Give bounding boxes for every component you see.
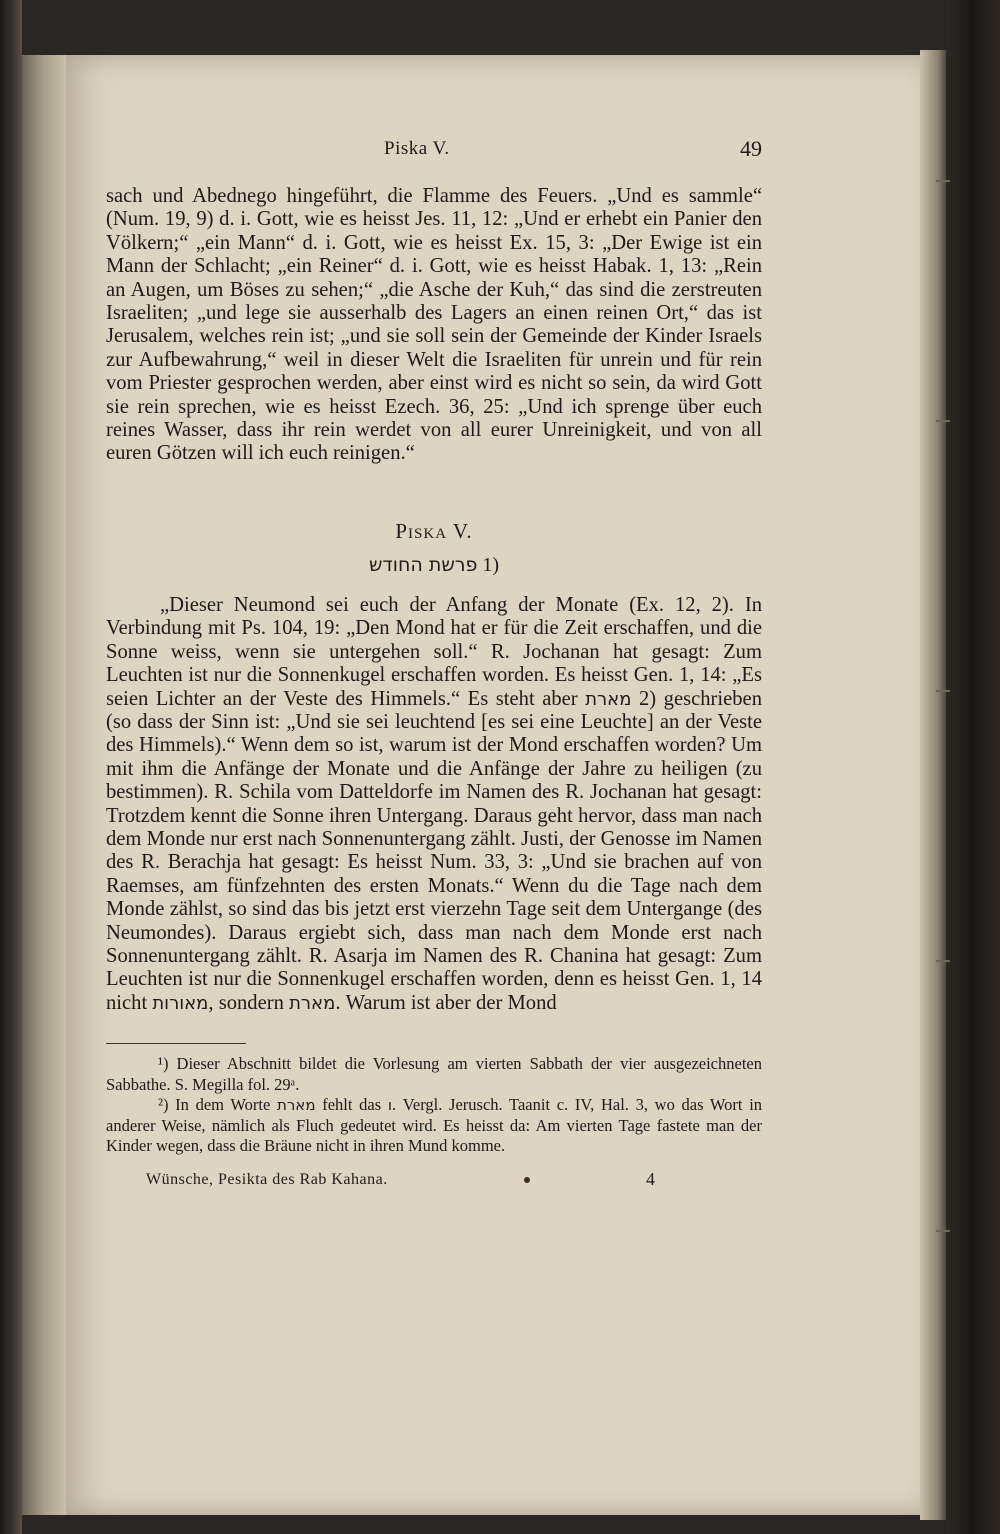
footnote-ref: 2) xyxy=(638,687,657,710)
page-gutter xyxy=(22,55,70,1515)
paragraph-main-part3: , sondern xyxy=(208,991,284,1014)
hebrew-title xyxy=(106,554,762,580)
footnote-rule xyxy=(106,1043,246,1044)
section-title: Piska V. xyxy=(395,518,473,543)
book-binding xyxy=(946,0,1000,1534)
hebrew-title-footnote-ref: 1) xyxy=(482,553,500,576)
footnote-2-part-b: fehlt das xyxy=(322,1095,382,1115)
sheet-number: 4 xyxy=(646,1168,655,1189)
running-head-title: Piska V. xyxy=(384,138,450,159)
hebrew-letter: ו xyxy=(387,1096,392,1115)
signature-line xyxy=(106,1167,762,1197)
paragraph-main-part4: . Warum ist aber der Mond xyxy=(335,991,557,1014)
binding-mark xyxy=(936,180,950,182)
signature-text: Wünsche, Pesikta des Rab Kahana. xyxy=(146,1170,388,1188)
scan-left-edge xyxy=(0,0,22,1534)
page-right-edge xyxy=(920,50,946,1520)
binding-mark xyxy=(936,690,950,692)
paragraph-main xyxy=(106,594,762,1015)
paragraph-continued: sach und Abednego hingeführt, die Flamme des Feuers. „Und es sammle“ (Num. 19, 9) d. i. Gott, wie es heisst Jes. 11, 12: „Und er erhebt ein Panier den Völkern;“ „ein Mann“ d. i. Gott, wie es heisst Ex. 15, 3: „Der Ewige ist ein Mann der Schlacht; „ein Reiner“ d. i. Gott, wie es heisst Habak. 1, 13: „Rein an Augen, um Böses zu sehen;“ „die Asche der Kuh,“ das sind die zerstreuten Israeliten; „und lege sie ausserhalb des Lagers an einen reinen Ort,“ das ist Jerusalem, welches rein ist; „und sie soll sein der Gemeinde der Kinder Israels zur Aufbewahrung,“ weil in dieser Welt die Israeliten für unrein und für rein vom Priester gesprochen werden, aber einst wird es nicht so sein, da wird Gott sie rein sprechen, wie es heisst Ezech. 36, 25: „Und ich sprenge über euch reines Wasser, dass ihr rein werdet von all eurer Unreinigkeit, und von all euren Götzen will ich euch reinigen.“ xyxy=(106,185,762,465)
footnote-2 xyxy=(106,1095,762,1157)
hebrew-word: מארת xyxy=(289,992,336,1014)
footnote-2-part-c: . Vergl. Jerusch. Taanit c. IV, Hal. 3, wo das Wort in anderer Weise, nämlich als Fluch gedeutet wird. Es heisst da: Am vierten Tage fastete man der Kinder wegen, dass die Bräune nicht in ihren Mund komme. xyxy=(106,1095,763,1156)
binding-mark xyxy=(936,420,950,422)
page-content xyxy=(106,136,762,1197)
footnote-2-part-a: ²) In dem Worte xyxy=(158,1095,271,1115)
binding-mark xyxy=(936,960,950,962)
binding-mark xyxy=(936,1230,950,1232)
paragraph-main-part1: „Dieser Neumond sei euch der Anfang der Monate (Ex. 12, 2). In Verbindung mit Ps. 104, 19: „Den Mond hat er für die Zeit erschaffen, und die Sonne weiss, wenn sie untergehen soll.“ R. Jochanan hat gesagt: Zum Leuchten ist nur die Sonnenkugel erschaffen worden. Es heisst Gen. 1, 14: „Es seien Lichter an der Veste des Himmels.“ Es steht aber xyxy=(106,593,762,710)
hebrew-word: מארת xyxy=(585,688,632,710)
hebrew-word: מארת xyxy=(276,1096,316,1115)
running-head xyxy=(106,136,762,170)
page-number: 49 xyxy=(740,136,762,161)
hebrew-title-text: פרשת החודש xyxy=(368,553,478,576)
footnote-1: ¹) Dieser Abschnitt bildet die Vorlesung am vierten Sabbath der vier ausgezeichneten Sabbathe. S. Megilla fol. 29ᵃ. xyxy=(106,1054,762,1094)
hebrew-word: מאורות xyxy=(152,992,209,1014)
ink-spot xyxy=(524,1177,530,1183)
paragraph-main-part2: geschrieben (so dass der Sinn ist: „Und sie sei leuchtend [es sei eine Leuchte] an der Veste des Himmels).“ Wenn dem so ist, warum ist der Mond erschaffen worden? Um mit ihm die Anfänge der Monate und die Anfänge der Jahre zu heiligen (zu bestimmen). R. Schila vom Datteldorfe im Namen des R. Jochanan hat gesagt: Trotzdem kennt die Sonne ihren Untergang. Daraus geht hervor, dass man nach dem Monde nur erst nach Sonnenuntergang zählt. Justi, der Genosse im Namen des R. Berachja hat gesagt: Es heisst Num. 33, 3: „Und sie brachen auf von Raemses, am fünfzehnten des ersten Monats.“ Wenn du die Tage nach dem Monde zählst, so sind das bis jetzt erst vierzehn Tage seit dem Untergange (des Neumondes). Daraus ergiebt sich, dass man nach dem Monde erst nach Sonnenuntergang zählt. R. Asarja im Namen des R. Chanina hat gesagt: Zum Leuchten ist nur die Sonnenkugel erschaffen worden, denn es heisst Gen. 1, 14 nicht xyxy=(106,687,762,1014)
footnotes xyxy=(106,1054,762,1157)
